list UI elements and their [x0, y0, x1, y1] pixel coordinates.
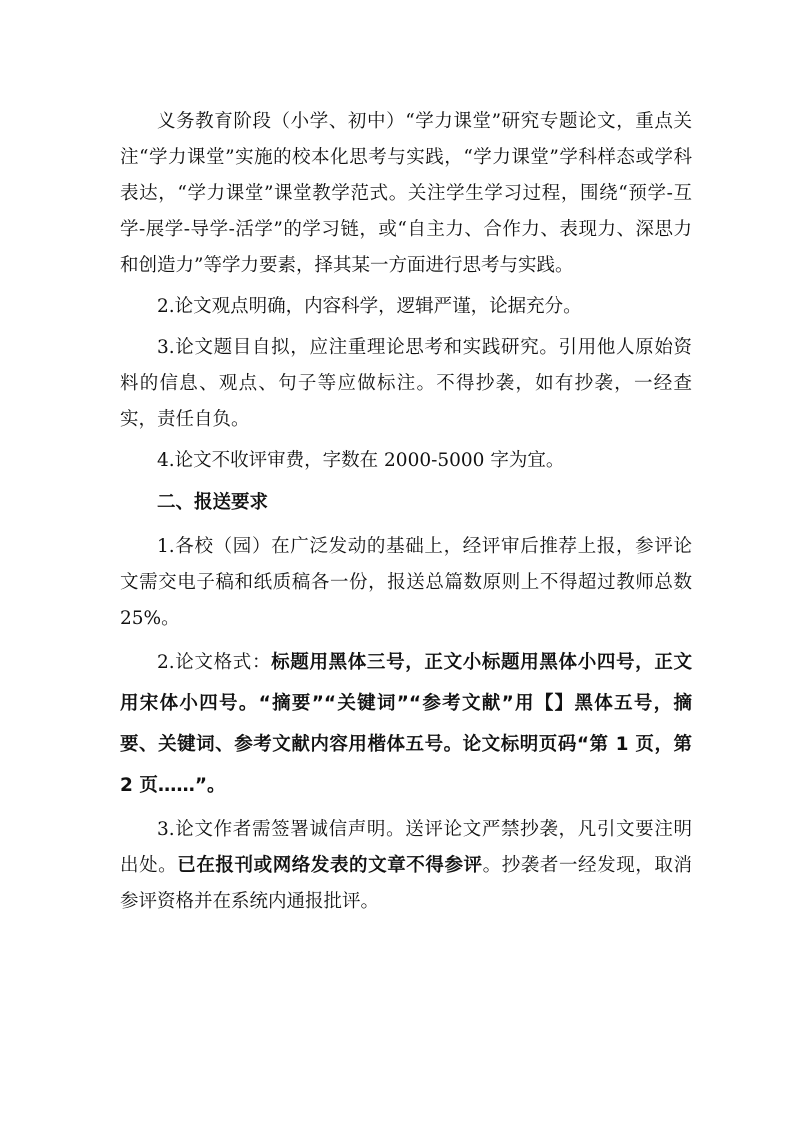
format-lead-text: 2.论文格式：	[157, 652, 272, 673]
format-bold-text: 标题用黑体三号，正文小标题用黑体小四号，正文用宋体小四号。“摘要”“关键词”“参考文献”用【】黑体五号，摘要、关键词、参考文献内容用楷体五号。论文标明页码“第 1 页，第 2 页……”。	[120, 652, 692, 796]
requirement-item-3: 3.论文题目自拟，应注重理论思考和实践研究。引用他人原始资料的信息、观点、句子等应做标注。不得抄袭，如有抄袭，一经查实，责任自负。	[120, 337, 692, 430]
requirement-item-2: 2.论文观点明确，内容科学，逻辑严谨，论据充分。	[157, 296, 582, 317]
submission-item-1: 1.各校（园）在广泛发动的基础上，经评审后推荐上报，参评论文需交电子稿和纸质稿各一份，报送总篇数原则上不得超过教师总数 25%。	[120, 536, 692, 629]
intro-paragraph: 义务教育阶段（小学、初中）“学力课堂”研究专题论文，重点关注“学力课堂”实施的校本化思考与实践，“学力课堂”学科样态或学科表达，“学力课堂”课堂教学范式。关注学生学习过程，围绕“预学-互学-展学-导学-活学”的学习链，或“自主力、合作力、表现力、深思力和创造力”等学力要素，择其某一方面进行思考与实践。	[120, 111, 692, 276]
statement-text-part2: 。抄袭者一经发现，取消参评资格并在系统内通报批评。	[120, 855, 692, 912]
format-requirement-item	[120, 642, 692, 806]
statement-text-part1: 3.论文作者需签署诚信声明。送评论文严禁抄袭，凡引文要注明出处。	[120, 819, 692, 876]
requirement-item-4: 4.论文不收评审费，字数在 2000-5000 字为宜。	[157, 450, 565, 471]
document-page	[120, 104, 692, 920]
statement-bold-text: 已在报刊或网络发表的文章不得参评	[177, 855, 483, 876]
section-heading-submission: 二、报送要求	[157, 492, 269, 513]
integrity-statement-item	[120, 812, 692, 920]
